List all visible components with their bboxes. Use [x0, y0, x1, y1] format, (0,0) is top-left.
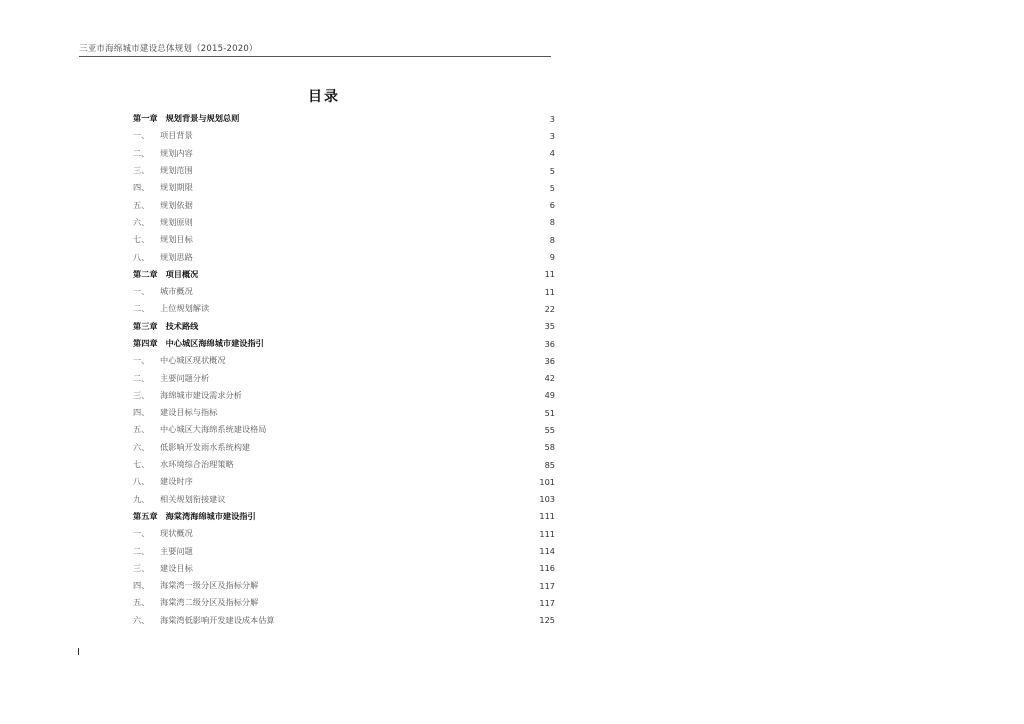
- toc-section-entry[interactable]: [133, 542, 565, 559]
- toc-entry-num: 六、: [133, 614, 150, 625]
- toc-entry-num: 八、: [133, 476, 150, 487]
- toc-entry-page: 51: [544, 407, 555, 418]
- toc-entry-page: 11: [544, 286, 555, 297]
- toc-entry-num: 二、: [133, 147, 150, 158]
- toc-entry-page: 22: [544, 303, 555, 314]
- toc-entry-num: 五、: [133, 424, 150, 435]
- toc-entry-text: 规划背景与规划总则: [165, 113, 240, 124]
- toc-entry-page: 3: [549, 113, 555, 124]
- toc-section-entry[interactable]: [133, 145, 565, 162]
- toc-entry-page: 5: [549, 182, 555, 193]
- toc-section-entry[interactable]: [133, 300, 565, 317]
- page-marker: [78, 648, 79, 655]
- toc-entry-page: 114: [539, 546, 555, 557]
- toc-section-entry[interactable]: [133, 577, 565, 594]
- toc-entry-num: 二、: [133, 372, 150, 383]
- toc-section-entry[interactable]: [133, 179, 565, 196]
- toc-entry-num: 六、: [133, 441, 150, 452]
- toc-section-entry[interactable]: [133, 491, 565, 508]
- toc-section-entry[interactable]: [133, 387, 565, 404]
- toc-entry-num: 四、: [133, 580, 150, 591]
- toc-entry-text: 现状概况: [160, 528, 193, 539]
- toc-entry-page: 36: [544, 355, 555, 366]
- toc-section-entry[interactable]: [133, 231, 565, 248]
- toc-entry-text: 中心城区海绵城市建设指引: [165, 338, 264, 348]
- toc-entry-page: 8: [549, 217, 555, 228]
- toc-section-entry[interactable]: [133, 404, 565, 421]
- toc-chapter-entry[interactable]: [133, 508, 565, 525]
- toc-section-entry[interactable]: [133, 612, 565, 629]
- toc-chapter-entry[interactable]: [133, 318, 565, 335]
- toc-entry-text: 项目概况: [165, 268, 199, 279]
- toc-entry-text: 规划期限: [160, 182, 193, 193]
- toc-entry-page: 5: [549, 165, 555, 176]
- toc-section-entry[interactable]: [133, 162, 565, 179]
- toc-entry-text: 中心城区大海绵系统建设格局: [160, 424, 267, 435]
- toc-title: 目录: [308, 89, 340, 105]
- toc-entry-num: 二、: [133, 303, 150, 314]
- toc-entry-text: 规划目标: [160, 234, 193, 245]
- header-rule: [79, 56, 551, 57]
- toc-entry-text: 中心城区现状概况: [160, 355, 226, 366]
- toc-entry-text: 规划内容: [160, 147, 193, 158]
- toc-entry-text: 海棠湾二级分区及指标分解: [160, 597, 259, 608]
- toc-entry-text: 规划原则: [160, 216, 193, 227]
- toc-entry-text: 水环境综合治理策略: [160, 459, 234, 470]
- toc-section-entry[interactable]: [133, 196, 565, 213]
- toc-entry-num: 五、: [133, 199, 150, 210]
- toc-entry-text: 建设时序: [160, 476, 193, 487]
- toc-entry-text: 技术路线: [165, 320, 199, 331]
- toc-entry-num: 四、: [133, 182, 150, 193]
- toc-entry-num: 第一章: [133, 113, 158, 124]
- toc-entry-num: 三、: [133, 562, 150, 573]
- toc-section-entry[interactable]: [133, 439, 565, 456]
- toc-entry-num: 三、: [133, 389, 150, 400]
- toc-entry-text: 规划依据: [160, 199, 193, 210]
- document-header: 三亚市海绵城市建设总体规划（2015-2020）: [79, 44, 258, 54]
- toc-entry-page: 85: [544, 459, 555, 470]
- toc-entry-page: 101: [539, 476, 555, 487]
- toc-entry-num: 二、: [133, 545, 150, 556]
- toc-section-entry[interactable]: [133, 248, 565, 265]
- toc-entry-num: 六、: [133, 216, 150, 227]
- toc-entry-page: 11: [544, 269, 555, 280]
- toc-entry-num: 一、: [133, 286, 150, 297]
- toc-entry-page: 117: [539, 580, 555, 591]
- toc-section-entry[interactable]: [133, 456, 565, 473]
- toc-entry-page: 111: [539, 528, 555, 539]
- toc-section-entry[interactable]: [133, 214, 565, 231]
- toc-entry-page: 6: [549, 200, 555, 211]
- toc-entry-page: 36: [544, 338, 555, 349]
- toc-entry-num: 一、: [133, 528, 150, 539]
- toc-entry-page: 116: [539, 563, 555, 574]
- toc-entry-num: 九、: [133, 493, 150, 504]
- toc-section-entry[interactable]: [133, 594, 565, 611]
- toc-entry-num: 八、: [133, 251, 150, 262]
- toc-entry-num: 一、: [133, 130, 150, 141]
- toc-entry-text: 城市概况: [160, 286, 193, 297]
- toc-entry-num: 三、: [133, 165, 150, 176]
- toc-entry-page: 117: [539, 597, 555, 608]
- toc-entry-text: 低影响开发雨水系统构建: [160, 441, 251, 452]
- toc-entry-num: 七、: [133, 459, 150, 470]
- toc-entry-num: 五、: [133, 597, 150, 608]
- toc-section-entry[interactable]: [133, 560, 565, 577]
- toc-entry-page: 111: [539, 511, 555, 522]
- toc-entry-page: 55: [544, 424, 555, 435]
- toc-entry-text: 主要问题: [160, 545, 193, 556]
- toc-entry-page: 35: [544, 321, 555, 332]
- toc-entry-page: 49: [544, 390, 555, 401]
- toc-entry-page: 9: [549, 252, 555, 263]
- toc-entry-num: 第四章: [133, 338, 158, 348]
- toc-entry-num: 四、: [133, 407, 150, 418]
- toc-entry-num: 第二章: [133, 268, 158, 279]
- table-of-contents: [133, 110, 565, 629]
- toc-entry-text: 上位规划解读: [160, 303, 210, 314]
- toc-entry-text: 海棠湾一级分区及指标分解: [160, 580, 259, 591]
- toc-entry-text: 规划范围: [160, 165, 193, 176]
- toc-chapter-entry[interactable]: [133, 335, 565, 352]
- toc-section-entry[interactable]: [133, 525, 565, 542]
- toc-entry-num: 第五章: [133, 510, 158, 521]
- toc-entry-text: 相关规划衔接建议: [160, 493, 226, 504]
- toc-entry-page: 8: [549, 234, 555, 245]
- toc-entry-num: 一、: [133, 355, 150, 366]
- toc-section-entry[interactable]: [133, 369, 565, 386]
- toc-entry-text: 建设目标: [160, 562, 193, 573]
- toc-entry-text: 海绵城市建设需求分析: [160, 389, 242, 400]
- toc-entry-page: 4: [549, 148, 555, 159]
- toc-entry-num: 七、: [133, 234, 150, 245]
- toc-entry-text: 规划思路: [160, 251, 193, 262]
- toc-section-entry[interactable]: [133, 283, 565, 300]
- toc-entry-page: 103: [539, 494, 555, 505]
- toc-entry-text: 主要问题分析: [160, 372, 210, 383]
- toc-section-entry[interactable]: [133, 127, 565, 144]
- toc-entry-page: 42: [544, 373, 555, 384]
- toc-entry-text: 项目背景: [160, 130, 193, 141]
- toc-section-entry[interactable]: [133, 473, 565, 490]
- toc-entry-text: 建设目标与指标: [160, 407, 218, 418]
- toc-section-entry[interactable]: [133, 352, 565, 369]
- toc-entry-text: 海棠湾海绵城市建设指引: [165, 510, 256, 521]
- toc-entry-num: 第三章: [133, 320, 158, 331]
- toc-entry-page: 3: [549, 130, 555, 141]
- toc-entry-text: 海棠湾低影响开发建设成本估算: [160, 614, 275, 625]
- toc-section-entry[interactable]: [133, 421, 565, 438]
- toc-entry-page: 125: [539, 615, 555, 626]
- toc-entry-page: 58: [544, 442, 555, 453]
- toc-chapter-entry[interactable]: [133, 110, 565, 127]
- toc-chapter-entry[interactable]: [133, 266, 565, 283]
